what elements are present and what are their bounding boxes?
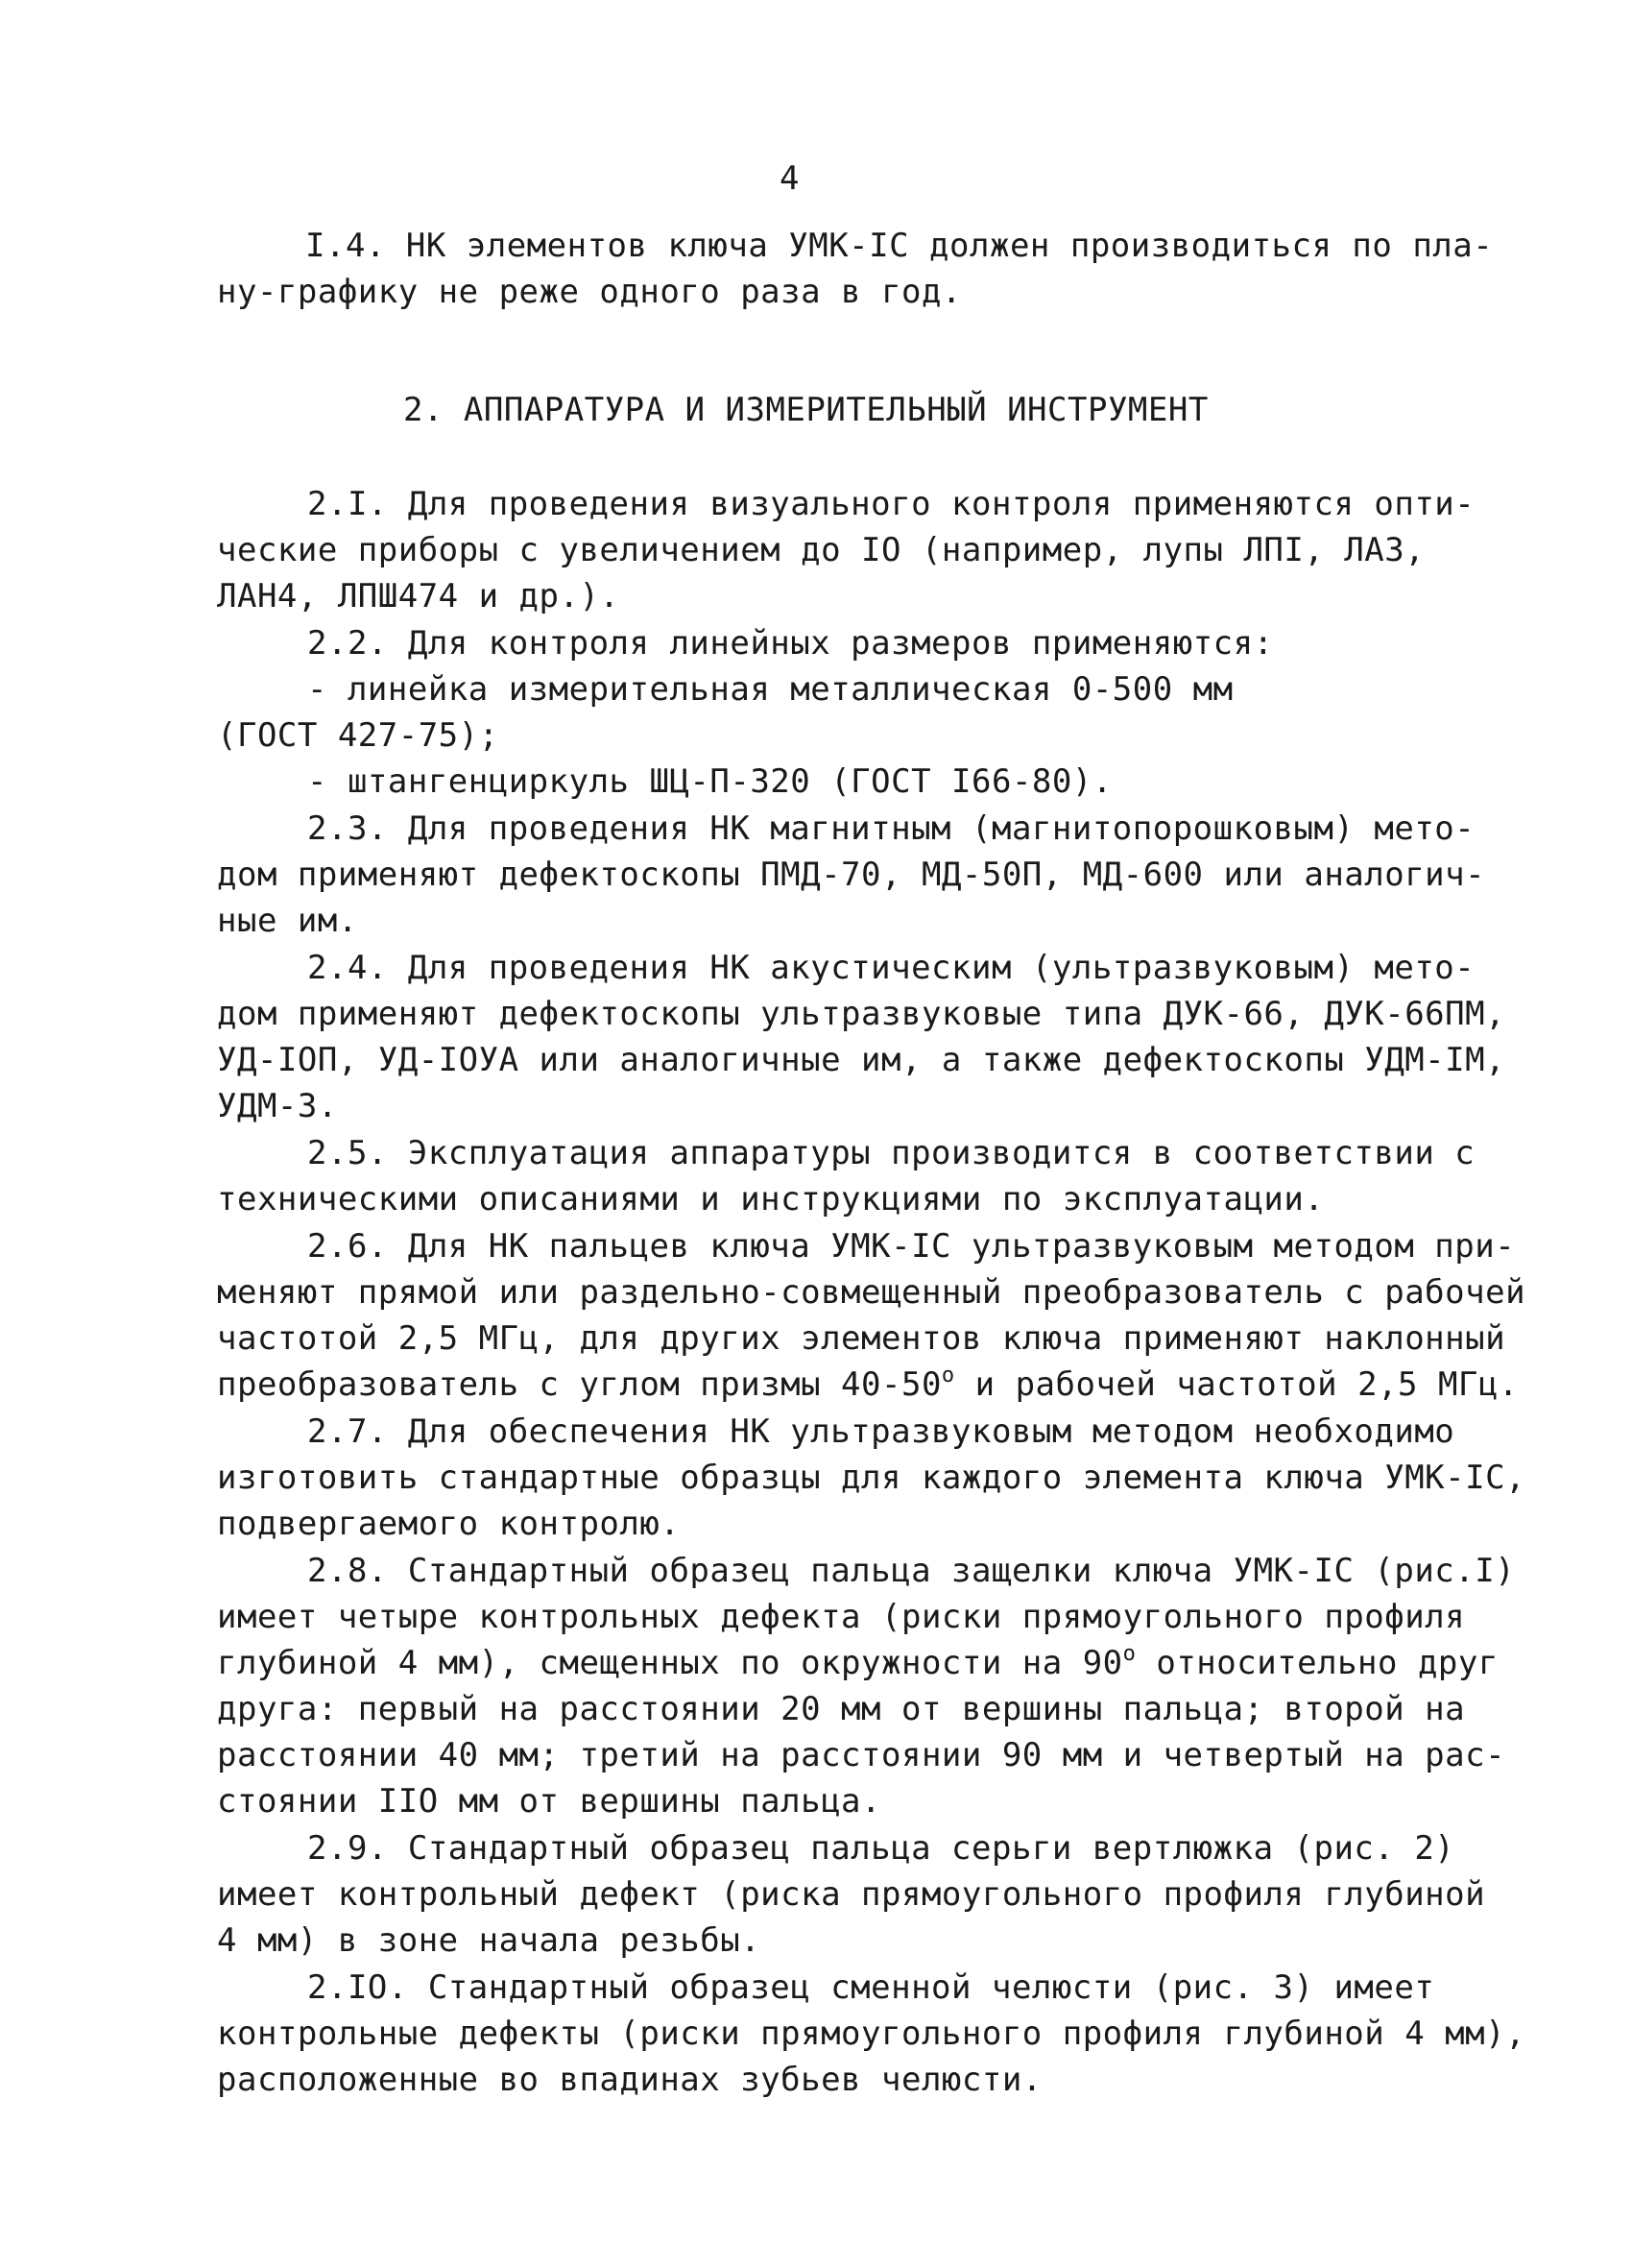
p2-10-line-3: расположенные во впадинах зубьев челюсти. [217, 2061, 1043, 2099]
p2-4-line-3: УД-IOП, УД-IOУА или аналогичные им, а также дефектоскопы УДМ-IМ, [217, 1041, 1506, 1079]
p2-8-line-3 [217, 1644, 1499, 1682]
p2-7-line-1: 2.7. Для обеспечения НК ультразвуковым методом необходимо [307, 1412, 1455, 1451]
section-1-4-line-1: I.4. НК элементов ключа УМК-IС должен производиться по пла- [305, 227, 1494, 265]
p2-9-line-1: 2.9. Стандартный образец пальца серьги вертлюжка (рис. 2) [307, 1829, 1455, 1868]
p2-8-line-3-pre: глубиной 4 мм), смещенных по окружности на 90 [217, 1644, 1123, 1682]
p2-2-line-4: - штангенциркуль ШЦ-П-320 (ГОСТ I66-80). [307, 762, 1113, 801]
p2-2-line-1: 2.2. Для контроля линейных размеров применяются: [307, 624, 1274, 663]
p2-8-line-6: стоянии IIO мм от вершины пальца. [217, 1782, 882, 1821]
p2-10-line-2: контрольные дефекты (риски прямоугольного профиля глубиной 4 мм), [217, 2015, 1526, 2053]
p2-5-line-1: 2.5. Эксплуатация аппаратуры производится в соответствии с [307, 1134, 1476, 1172]
p2-8-line-3-post: относительно друг [1136, 1644, 1499, 1682]
p2-9-line-3: 4 мм) в зоне начала резьбы. [217, 1921, 761, 1960]
p2-6-line-4-post: и рабочей частотой 2,5 МГц. [954, 1365, 1519, 1404]
p2-6-line-4 [217, 1365, 1519, 1404]
page-number: 4 [780, 159, 800, 198]
p2-3-line-2: дом применяют дефектоскопы ПМД-70, МД-50П, МД-600 или аналогич- [217, 856, 1486, 894]
p2-1-line-1: 2.I. Для проведения визуального контроля применяются опти- [307, 485, 1476, 523]
p2-7-line-3: подвергаемого контролю. [217, 1505, 681, 1543]
section-1-4-line-2: ну-графику не реже одного раза в год. [217, 273, 962, 311]
p2-6-line-1: 2.6. Для НК пальцев ключа УМК-IС ультразвуковым методом при- [307, 1227, 1516, 1266]
p2-1-line-2: ческие приборы с увеличением до IO (например, лупы ЛПI, ЛАЗ, [217, 531, 1426, 569]
p2-7-line-2: изготовить стандартные образцы для каждого элемента ключа УМК-IС, [217, 1459, 1526, 1497]
p2-2-line-2: - линейка измерительная металлическая 0-500 мм [307, 670, 1234, 709]
p2-6-line-2: меняют прямой или раздельно-совмещенный преобразователь с рабочей [217, 1273, 1526, 1312]
section-2-heading: 2. АППАРАТУРА И ИЗМЕРИТЕЛЬНЫЙ ИНСТРУМЕНТ [403, 391, 1209, 429]
p2-10-line-1: 2.IO. Стандартный образец сменной челюсти (рис. 3) имеет [307, 1968, 1435, 2007]
p2-6-line-3: частотой 2,5 МГц, для других элементов ключа применяют наклонный [217, 1319, 1506, 1358]
p2-1-line-3: ЛАН4, ЛПШ474 и др.). [217, 577, 620, 615]
p2-8-line-5: расстоянии 40 мм; третий на расстоянии 90 мм и четвертый на рас- [217, 1736, 1506, 1774]
p2-5-line-2: техническими описаниями и инструкциями по эксплуатации. [217, 1180, 1325, 1218]
p2-6-line-4-pre: преобразователь с углом призмы 40-50 [217, 1365, 942, 1404]
p2-4-line-4: УДМ-3. [217, 1087, 338, 1125]
p2-8-line-2: имеет четыре контрольных дефекта (риски прямоугольного профиля [217, 1598, 1466, 1636]
p2-3-line-3: ные им. [217, 902, 358, 940]
p2-8-line-4: друга: первый на расстоянии 20 мм от вершины пальца; второй на [217, 1690, 1466, 1728]
degree-superscript: о [1122, 1642, 1137, 1666]
p2-4-line-2: дом применяют дефектоскопы ультразвуковые типа ДУК-66, ДУК-66ПМ, [217, 995, 1506, 1033]
p2-4-line-1: 2.4. Для проведения НК акустическим (ультразвуковым) мето- [307, 949, 1476, 987]
p2-9-line-2: имеет контрольный дефект (риска прямоугольного профиля глубиной [217, 1875, 1486, 1914]
degree-superscript: о [941, 1363, 955, 1387]
p2-3-line-1: 2.3. Для проведения НК магнитным (магнитопорошковым) мето- [307, 809, 1476, 848]
p2-2-line-3: (ГОСТ 427-75); [217, 716, 499, 755]
p2-8-line-1: 2.8. Стандартный образец пальца защелки ключа УМК-IС (рис.I) [307, 1552, 1516, 1590]
